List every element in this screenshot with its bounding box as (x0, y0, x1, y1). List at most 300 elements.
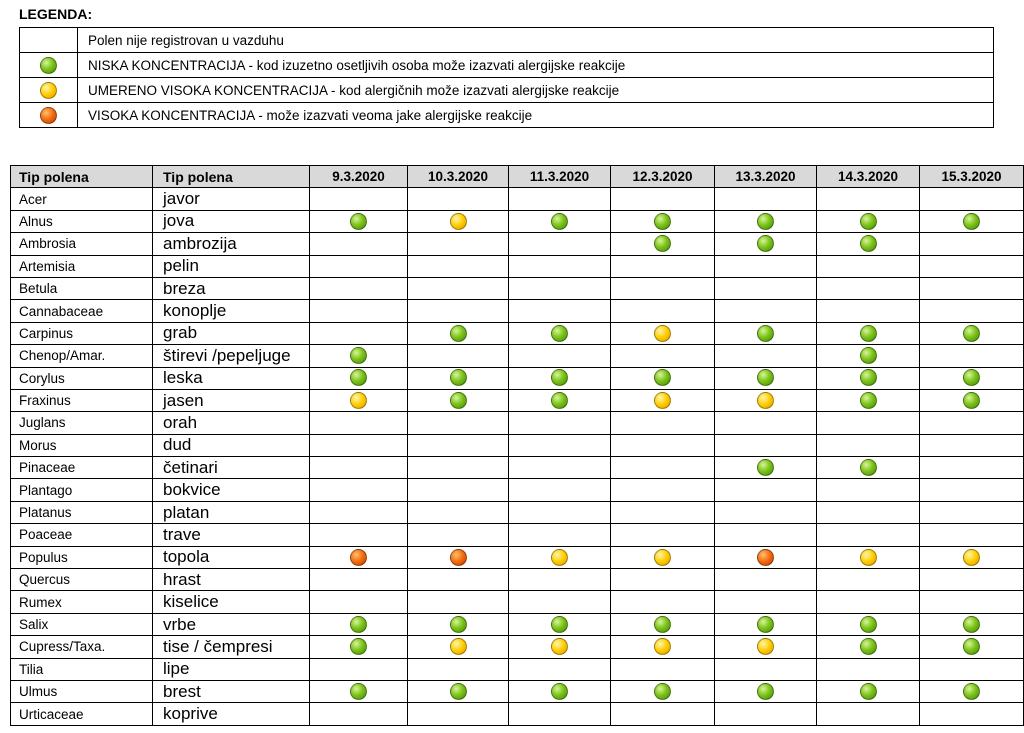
local-name-cell: dud (153, 434, 310, 456)
local-name-cell: platan (153, 501, 310, 523)
local-name-cell: topola (153, 546, 310, 568)
table-row (11, 658, 1024, 680)
concentration-cell (920, 300, 1024, 322)
concentration-medium-dot-icon (654, 325, 671, 342)
table-row (11, 188, 1024, 210)
concentration-cell (715, 613, 817, 635)
concentration-cell (310, 322, 408, 344)
concentration-cell (715, 233, 817, 255)
latin-name-cell: Urticaceae (11, 703, 153, 725)
concentration-cell (611, 680, 715, 702)
concentration-cell (920, 591, 1024, 613)
concentration-cell (509, 233, 611, 255)
concentration-cell (509, 479, 611, 501)
table-row (11, 569, 1024, 591)
latin-name-cell: Cannabaceae (11, 300, 153, 322)
concentration-low-dot-icon (551, 683, 568, 700)
concentration-cell (920, 389, 1024, 411)
concentration-cell (920, 479, 1024, 501)
concentration-low-dot-icon (757, 325, 774, 342)
concentration-cell (715, 569, 817, 591)
concentration-low-dot-icon (860, 325, 877, 342)
concentration-cell (817, 210, 920, 232)
concentration-medium-dot-icon (551, 549, 568, 566)
column-header-date: 9.3.2020 (310, 166, 408, 188)
concentration-cell (817, 524, 920, 546)
concentration-cell (408, 591, 509, 613)
concentration-cell (408, 658, 509, 680)
concentration-cell (817, 636, 920, 658)
latin-name-cell: Morus (11, 434, 153, 456)
table-row (11, 255, 1024, 277)
concentration-cell (611, 255, 715, 277)
concentration-cell (611, 457, 715, 479)
latin-name-cell: Betula (11, 277, 153, 299)
concentration-cell (509, 434, 611, 456)
concentration-cell (310, 479, 408, 501)
concentration-cell (509, 255, 611, 277)
column-header-date: 11.3.2020 (509, 166, 611, 188)
column-header-pollen-type: Tip polena (153, 166, 310, 188)
concentration-cell (408, 613, 509, 635)
concentration-cell (408, 501, 509, 523)
column-header-date: 14.3.2020 (817, 166, 920, 188)
concentration-cell (408, 479, 509, 501)
concentration-cell (920, 188, 1024, 210)
table-row (11, 300, 1024, 322)
concentration-cell (509, 524, 611, 546)
latin-name-cell: Alnus (11, 210, 153, 232)
concentration-cell (611, 546, 715, 568)
legend-swatch-cell (20, 103, 78, 128)
concentration-low-dot-icon (860, 347, 877, 364)
table-row (11, 703, 1024, 725)
concentration-cell (310, 255, 408, 277)
concentration-cell (817, 680, 920, 702)
concentration-cell (715, 322, 817, 344)
local-name-cell: javor (153, 188, 310, 210)
concentration-cell (408, 345, 509, 367)
concentration-cell (715, 524, 817, 546)
local-name-cell: koprive (153, 703, 310, 725)
latin-name-cell: Cupress/Taxa. (11, 636, 153, 658)
concentration-cell (509, 703, 611, 725)
latin-name-cell: Rumex (11, 591, 153, 613)
concentration-low-dot-icon (963, 325, 980, 342)
latin-name-cell: Platanus (11, 501, 153, 523)
table-row (11, 613, 1024, 635)
pollen-table (10, 165, 1024, 726)
table-header-row (11, 166, 1024, 188)
concentration-cell (509, 412, 611, 434)
concentration-cell (408, 636, 509, 658)
concentration-cell (611, 233, 715, 255)
concentration-cell (817, 300, 920, 322)
concentration-cell (611, 389, 715, 411)
concentration-medium-dot-icon (963, 549, 980, 566)
concentration-cell (611, 210, 715, 232)
concentration-low-dot-icon (450, 392, 467, 409)
concentration-cell (310, 367, 408, 389)
concentration-cell (817, 188, 920, 210)
concentration-low-dot-icon (450, 683, 467, 700)
concentration-cell (611, 479, 715, 501)
concentration-cell (715, 457, 817, 479)
concentration-cell (509, 658, 611, 680)
local-name-cell: lipe (153, 658, 310, 680)
concentration-low-dot-icon (860, 459, 877, 476)
concentration-low-dot-icon (350, 347, 367, 364)
table-row (11, 277, 1024, 299)
concentration-cell (310, 546, 408, 568)
local-name-cell: vrbe (153, 613, 310, 635)
concentration-cell (715, 434, 817, 456)
concentration-cell (611, 345, 715, 367)
table-row (11, 412, 1024, 434)
table-row (11, 210, 1024, 232)
concentration-cell (817, 389, 920, 411)
concentration-cell (920, 680, 1024, 702)
local-name-cell: grab (153, 322, 310, 344)
concentration-low-dot-icon (654, 616, 671, 633)
concentration-medium-dot-icon (654, 549, 671, 566)
concentration-cell (715, 501, 817, 523)
concentration-cell (817, 255, 920, 277)
concentration-cell (310, 569, 408, 591)
local-name-cell: jova (153, 210, 310, 232)
concentration-cell (509, 636, 611, 658)
concentration-cell (817, 233, 920, 255)
latin-name-cell: Pinaceae (11, 457, 153, 479)
concentration-cell (509, 546, 611, 568)
concentration-low-dot-icon (350, 616, 367, 633)
concentration-high-dot-icon (757, 549, 774, 566)
concentration-cell (509, 613, 611, 635)
legend-row (20, 28, 994, 53)
concentration-low-dot-icon (963, 369, 980, 386)
concentration-cell (817, 703, 920, 725)
concentration-low-dot-icon (350, 683, 367, 700)
concentration-low-dot-icon (654, 235, 671, 252)
legend-swatch-cell (20, 53, 78, 78)
concentration-cell (920, 457, 1024, 479)
table-row (11, 680, 1024, 702)
concentration-high-dot-icon (40, 107, 57, 124)
latin-name-cell: Ambrosia (11, 233, 153, 255)
concentration-cell (509, 322, 611, 344)
concentration-low-dot-icon (350, 369, 367, 386)
concentration-cell (920, 233, 1024, 255)
concentration-cell (817, 367, 920, 389)
column-header-date: 15.3.2020 (920, 166, 1024, 188)
local-name-cell: hrast (153, 569, 310, 591)
concentration-medium-dot-icon (450, 213, 467, 230)
concentration-cell (715, 300, 817, 322)
table-row (11, 636, 1024, 658)
legend-row (20, 53, 994, 78)
concentration-low-dot-icon (757, 213, 774, 230)
concentration-cell (611, 703, 715, 725)
concentration-cell (817, 277, 920, 299)
concentration-cell (817, 501, 920, 523)
local-name-cell: leska (153, 367, 310, 389)
latin-name-cell: Corylus (11, 367, 153, 389)
latin-name-cell: Quercus (11, 569, 153, 591)
concentration-cell (920, 546, 1024, 568)
column-header-date: 12.3.2020 (611, 166, 715, 188)
concentration-cell (408, 569, 509, 591)
concentration-cell (611, 434, 715, 456)
table-row (11, 389, 1024, 411)
concentration-cell (920, 703, 1024, 725)
local-name-cell: jasen (153, 389, 310, 411)
latin-name-cell: Salix (11, 613, 153, 635)
concentration-cell (920, 255, 1024, 277)
concentration-cell (611, 322, 715, 344)
concentration-cell (817, 591, 920, 613)
local-name-cell: trave (153, 524, 310, 546)
concentration-low-dot-icon (450, 616, 467, 633)
local-name-cell: štirevi /pepeljuge (153, 345, 310, 367)
concentration-cell (715, 389, 817, 411)
latin-name-cell: Populus (11, 546, 153, 568)
concentration-medium-dot-icon (40, 82, 57, 99)
concentration-medium-dot-icon (757, 392, 774, 409)
local-name-cell: orah (153, 412, 310, 434)
table-row (11, 322, 1024, 344)
concentration-cell (611, 188, 715, 210)
concentration-cell (920, 434, 1024, 456)
concentration-low-dot-icon (757, 683, 774, 700)
concentration-low-dot-icon (963, 616, 980, 633)
concentration-low-dot-icon (40, 57, 57, 74)
concentration-cell (310, 680, 408, 702)
concentration-cell (310, 591, 408, 613)
table-row (11, 345, 1024, 367)
concentration-cell (817, 546, 920, 568)
concentration-cell (611, 412, 715, 434)
concentration-cell (611, 300, 715, 322)
latin-name-cell: Juglans (11, 412, 153, 434)
concentration-cell (920, 277, 1024, 299)
concentration-cell (408, 389, 509, 411)
concentration-low-dot-icon (551, 325, 568, 342)
latin-name-cell: Tilia (11, 658, 153, 680)
concentration-cell (408, 434, 509, 456)
concentration-cell (715, 658, 817, 680)
local-name-cell: breza (153, 277, 310, 299)
concentration-cell (310, 457, 408, 479)
concentration-cell (408, 210, 509, 232)
concentration-low-dot-icon (860, 369, 877, 386)
concentration-cell (920, 569, 1024, 591)
concentration-cell (920, 501, 1024, 523)
concentration-cell (817, 613, 920, 635)
concentration-cell (920, 636, 1024, 658)
concentration-cell (817, 412, 920, 434)
concentration-low-dot-icon (963, 392, 980, 409)
concentration-medium-dot-icon (860, 549, 877, 566)
table-row (11, 591, 1024, 613)
concentration-medium-dot-icon (450, 638, 467, 655)
concentration-low-dot-icon (551, 616, 568, 633)
concentration-cell (817, 434, 920, 456)
concentration-low-dot-icon (350, 213, 367, 230)
concentration-cell (310, 524, 408, 546)
concentration-cell (715, 188, 817, 210)
concentration-cell (611, 636, 715, 658)
concentration-cell (817, 457, 920, 479)
concentration-cell (408, 300, 509, 322)
concentration-cell (611, 591, 715, 613)
concentration-cell (310, 345, 408, 367)
concentration-cell (611, 524, 715, 546)
table-row (11, 434, 1024, 456)
concentration-high-dot-icon (450, 549, 467, 566)
concentration-cell (715, 277, 817, 299)
concentration-cell (310, 613, 408, 635)
concentration-cell (509, 680, 611, 702)
concentration-cell (310, 210, 408, 232)
concentration-cell (920, 524, 1024, 546)
concentration-cell (817, 345, 920, 367)
concentration-cell (509, 389, 611, 411)
concentration-cell (920, 210, 1024, 232)
concentration-cell (611, 501, 715, 523)
concentration-cell (310, 300, 408, 322)
legend-text: VISOKA KONCENTRACIJA - može izazvati veoma jake alergijske reakcije (78, 103, 994, 128)
concentration-low-dot-icon (963, 638, 980, 655)
concentration-low-dot-icon (654, 213, 671, 230)
concentration-cell (310, 389, 408, 411)
concentration-low-dot-icon (963, 213, 980, 230)
concentration-cell (310, 434, 408, 456)
table-row (11, 501, 1024, 523)
concentration-cell (310, 703, 408, 725)
concentration-low-dot-icon (860, 213, 877, 230)
concentration-cell (920, 345, 1024, 367)
latin-name-cell: Poaceae (11, 524, 153, 546)
column-header-date: 13.3.2020 (715, 166, 817, 188)
concentration-cell (715, 255, 817, 277)
concentration-cell (408, 322, 509, 344)
latin-name-cell: Carpinus (11, 322, 153, 344)
concentration-cell (408, 457, 509, 479)
concentration-cell (509, 569, 611, 591)
concentration-low-dot-icon (860, 235, 877, 252)
latin-name-cell: Fraxinus (11, 389, 153, 411)
concentration-low-dot-icon (450, 369, 467, 386)
concentration-cell (310, 277, 408, 299)
concentration-cell (715, 680, 817, 702)
legend-row (20, 78, 994, 103)
concentration-low-dot-icon (654, 369, 671, 386)
concentration-cell (611, 277, 715, 299)
concentration-low-dot-icon (551, 213, 568, 230)
concentration-cell (611, 613, 715, 635)
concentration-low-dot-icon (450, 325, 467, 342)
local-name-cell: tise / čempresi (153, 636, 310, 658)
concentration-cell (715, 479, 817, 501)
concentration-cell (408, 277, 509, 299)
concentration-cell (715, 412, 817, 434)
concentration-low-dot-icon (551, 392, 568, 409)
concentration-cell (715, 210, 817, 232)
concentration-low-dot-icon (757, 459, 774, 476)
concentration-cell (509, 277, 611, 299)
concentration-cell (715, 367, 817, 389)
column-header-pollen-type: Tip polena (11, 166, 153, 188)
table-row (11, 233, 1024, 255)
concentration-cell (715, 546, 817, 568)
legend-table (19, 27, 994, 128)
concentration-low-dot-icon (860, 683, 877, 700)
concentration-cell (509, 188, 611, 210)
latin-name-cell: Ulmus (11, 680, 153, 702)
concentration-cell (715, 345, 817, 367)
concentration-cell (408, 412, 509, 434)
concentration-cell (509, 501, 611, 523)
concentration-cell (509, 457, 611, 479)
concentration-cell (408, 233, 509, 255)
latin-name-cell: Acer (11, 188, 153, 210)
concentration-low-dot-icon (860, 616, 877, 633)
concentration-cell (310, 658, 408, 680)
concentration-low-dot-icon (757, 616, 774, 633)
concentration-low-dot-icon (860, 392, 877, 409)
concentration-low-dot-icon (551, 369, 568, 386)
concentration-medium-dot-icon (350, 392, 367, 409)
concentration-low-dot-icon (350, 638, 367, 655)
concentration-cell (408, 188, 509, 210)
concentration-low-dot-icon (757, 235, 774, 252)
concentration-cell (920, 412, 1024, 434)
latin-name-cell: Chenop/Amar. (11, 345, 153, 367)
concentration-cell (310, 636, 408, 658)
local-name-cell: konoplje (153, 300, 310, 322)
concentration-cell (310, 412, 408, 434)
concentration-low-dot-icon (757, 369, 774, 386)
concentration-cell (715, 591, 817, 613)
latin-name-cell: Plantago (11, 479, 153, 501)
local-name-cell: pelin (153, 255, 310, 277)
table-row (11, 524, 1024, 546)
latin-name-cell: Artemisia (11, 255, 153, 277)
concentration-cell (715, 703, 817, 725)
concentration-cell (611, 658, 715, 680)
concentration-cell (509, 210, 611, 232)
concentration-low-dot-icon (860, 638, 877, 655)
concentration-medium-dot-icon (654, 392, 671, 409)
legend-text: NISKA KONCENTRACIJA - kod izuzetno osetljivih osoba može izazvati alergijske reakcije (78, 53, 994, 78)
concentration-cell (408, 367, 509, 389)
concentration-low-dot-icon (963, 683, 980, 700)
concentration-cell (817, 479, 920, 501)
concentration-cell (310, 501, 408, 523)
concentration-cell (408, 255, 509, 277)
concentration-medium-dot-icon (551, 638, 568, 655)
concentration-cell (920, 367, 1024, 389)
table-row (11, 457, 1024, 479)
concentration-cell (408, 546, 509, 568)
concentration-cell (611, 569, 715, 591)
concentration-cell (509, 367, 611, 389)
concentration-cell (920, 322, 1024, 344)
local-name-cell: četinari (153, 457, 310, 479)
legend-title: LEGENDA: (19, 6, 93, 22)
concentration-cell (509, 300, 611, 322)
local-name-cell: ambrozija (153, 233, 310, 255)
